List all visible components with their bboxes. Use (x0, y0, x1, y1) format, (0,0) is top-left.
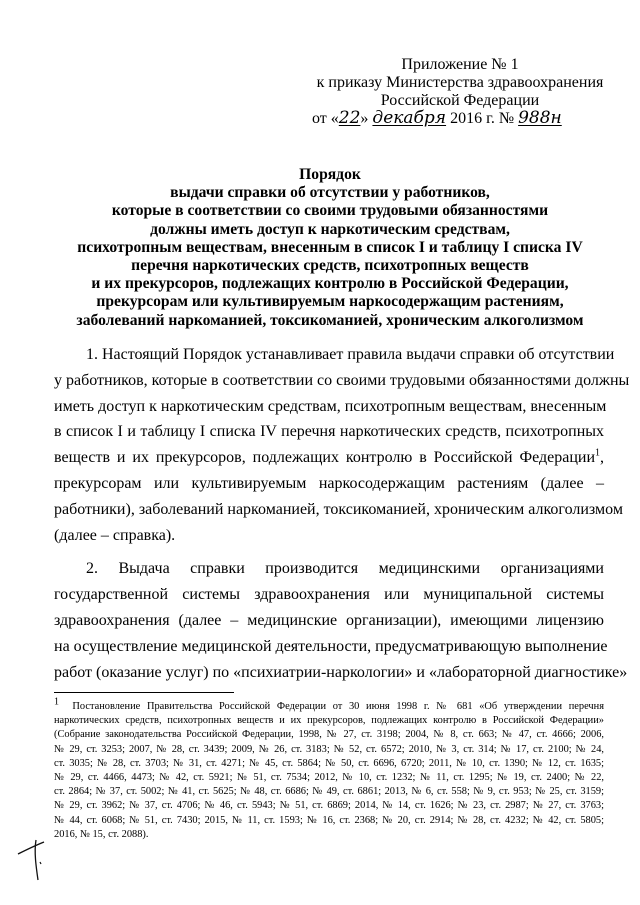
body-line: на осуществление медицинской деятельности, предусматривающую выполнение (54, 637, 608, 655)
document-body (54, 342, 630, 685)
body-line: 2. Выдача справки производится медицинскими организациями (86, 560, 604, 578)
body-line: государственной системы здравоохранения или муниципальной системы (54, 586, 604, 604)
title-line: перечня наркотических средств, психотропных веществ (131, 257, 529, 275)
initials-signature (14, 832, 54, 888)
footnote-line: (Собрание законодательства Российской Федерации, 1998, № 27, ст. 3198; 2004, № 8, ст. 663; № 47, ст. 4666; 2006, (54, 729, 604, 741)
annex-line: Российской Федерации (380, 92, 540, 109)
body-line: иметь доступ к наркотическим средствам, психотропным веществам, внесенным (54, 397, 607, 415)
date-mid: » (360, 110, 369, 127)
footnote-line: № 29, ст. 3253; 2007, № 28, ст. 3439; 2009, № 26, ст. 3183; № 52, ст. 6572; 2010, № 3, ст. 314; № 17, ст. 2100; № 24, (54, 743, 604, 755)
body-line: работ (оказание услуг) по «психиатрии-наркологии» и «лабораторной диагностике» (54, 663, 628, 681)
body-line: работники), заболеваний наркоманией, токсикоманией, хроническим алкоголизмом (54, 500, 623, 518)
footnote-text: Постановление Правительства Российской Федерации от 30 июня 1998 г. № 681 «Об утверждении перечня (72, 701, 604, 712)
footnote-reference: 1 (595, 447, 600, 459)
title-line: должны иметь доступ к наркотическим средствам, (150, 220, 510, 238)
body-line: прекурсорам или культивируемым наркосодержащим растениям (далее – (54, 474, 604, 492)
order-number-handwritten: 988н (518, 108, 562, 128)
annex-line: Приложение № 1 (401, 56, 519, 73)
body-line: (далее – справка). (54, 526, 176, 544)
title-line: выдачи справки об отсутствии у работников, (170, 184, 490, 202)
date-prefix: от « (312, 110, 339, 127)
title-line: психотропным веществам, внесенным в список I и таблицу I списка IV (77, 238, 583, 256)
document-title (60, 166, 600, 330)
order-date-line (312, 108, 632, 129)
footnote-line: ст. 2864; № 37, ст. 5002; № 41, ст. 5625; № 48, ст. 6686; № 49, ст. 6861; 2013, № 6, ст. 558; № 9, ст. 953; № 25, ст. 3159; (54, 786, 604, 798)
footnote-line: № 29, ст. 4466, 4473; № 42, ст. 5921; № 51, ст. 7534; 2012, № 10, ст. 1232; № 11, ст. 1295; № 19, ст. 2400; № 22, (54, 772, 604, 784)
paragraph-2 (54, 556, 628, 685)
footnote-line: № 44, ст. 6068; № 51, ст. 7430; 2015, № 11, ст. 1593; № 16, ст. 2368; № 20, ст. 2914; № 28, ст. 4232; № 42, ст. 5805; (54, 814, 604, 826)
body-line-with-footnote: веществ и их прекурсоров, подлежащих контролю в Российской Федерации$^1$, (54, 447, 604, 467)
date-month-handwritten: декабря (372, 108, 447, 128)
footnote-line: 2016, № 15, ст. 2088). (54, 828, 149, 840)
footnote-line: № 29, ст. 3962; № 37, ст. 4706; № 46, ст. 5943; № 51, ст. 6869; 2014, № 14, ст. 1626; № 23, ст. 2987; № 27, ст. 3763; (54, 800, 604, 812)
body-line: в список I и таблицу I списка IV перечня наркотических средств, психотропных (54, 423, 604, 441)
title-line: заболеваний наркоманией, токсикоманией, хроническим алкоголизмом (76, 311, 584, 329)
body-line-text: веществ и их прекурсоров, подлежащих контролю в Российской Федерации (54, 449, 595, 467)
title-line: и их прекурсоров, подлежащих контролю в Российской Федерации, (91, 275, 569, 293)
body-line: 1. Настоящий Порядок устанавливает правила выдачи справки об отсутствии (86, 346, 615, 363)
footnote-mark: 1 (54, 696, 59, 708)
footnote-divider (54, 692, 234, 693)
body-line: здравоохранения (далее – медицинские организации), имеющими лицензию (54, 611, 604, 629)
title-line: Порядок (299, 166, 361, 183)
date-year: 2016 г. № (450, 110, 515, 127)
date-day-handwritten: 22 (338, 108, 361, 128)
annex-header (300, 56, 620, 110)
paragraph-1 (54, 342, 630, 548)
title-line: которые в соответствии со своими трудовыми обязанностями (111, 202, 549, 220)
footnote-line: ст. 3035; № 28, ст. 3703; № 31, ст. 4271; № 45, ст. 5864; № 50, ст. 6696, 6720; 2011, № 10, ст. 1390; № 12, ст. 1635; (54, 757, 604, 769)
footnote-line (54, 696, 604, 714)
footnote (54, 696, 604, 842)
title-line: прекурсорам или культивируемым наркосодержащим растениям, (96, 293, 564, 311)
annex-line: к приказу Министерства здравоохранения (316, 74, 604, 91)
footnote-line: наркотических средств, психотропных веществ и их прекурсоров, подлежащих контролю в Российской Федерации» (54, 715, 604, 727)
body-line: у работников, которые в соответствии со своими трудовыми обязанностями должны (54, 371, 630, 389)
